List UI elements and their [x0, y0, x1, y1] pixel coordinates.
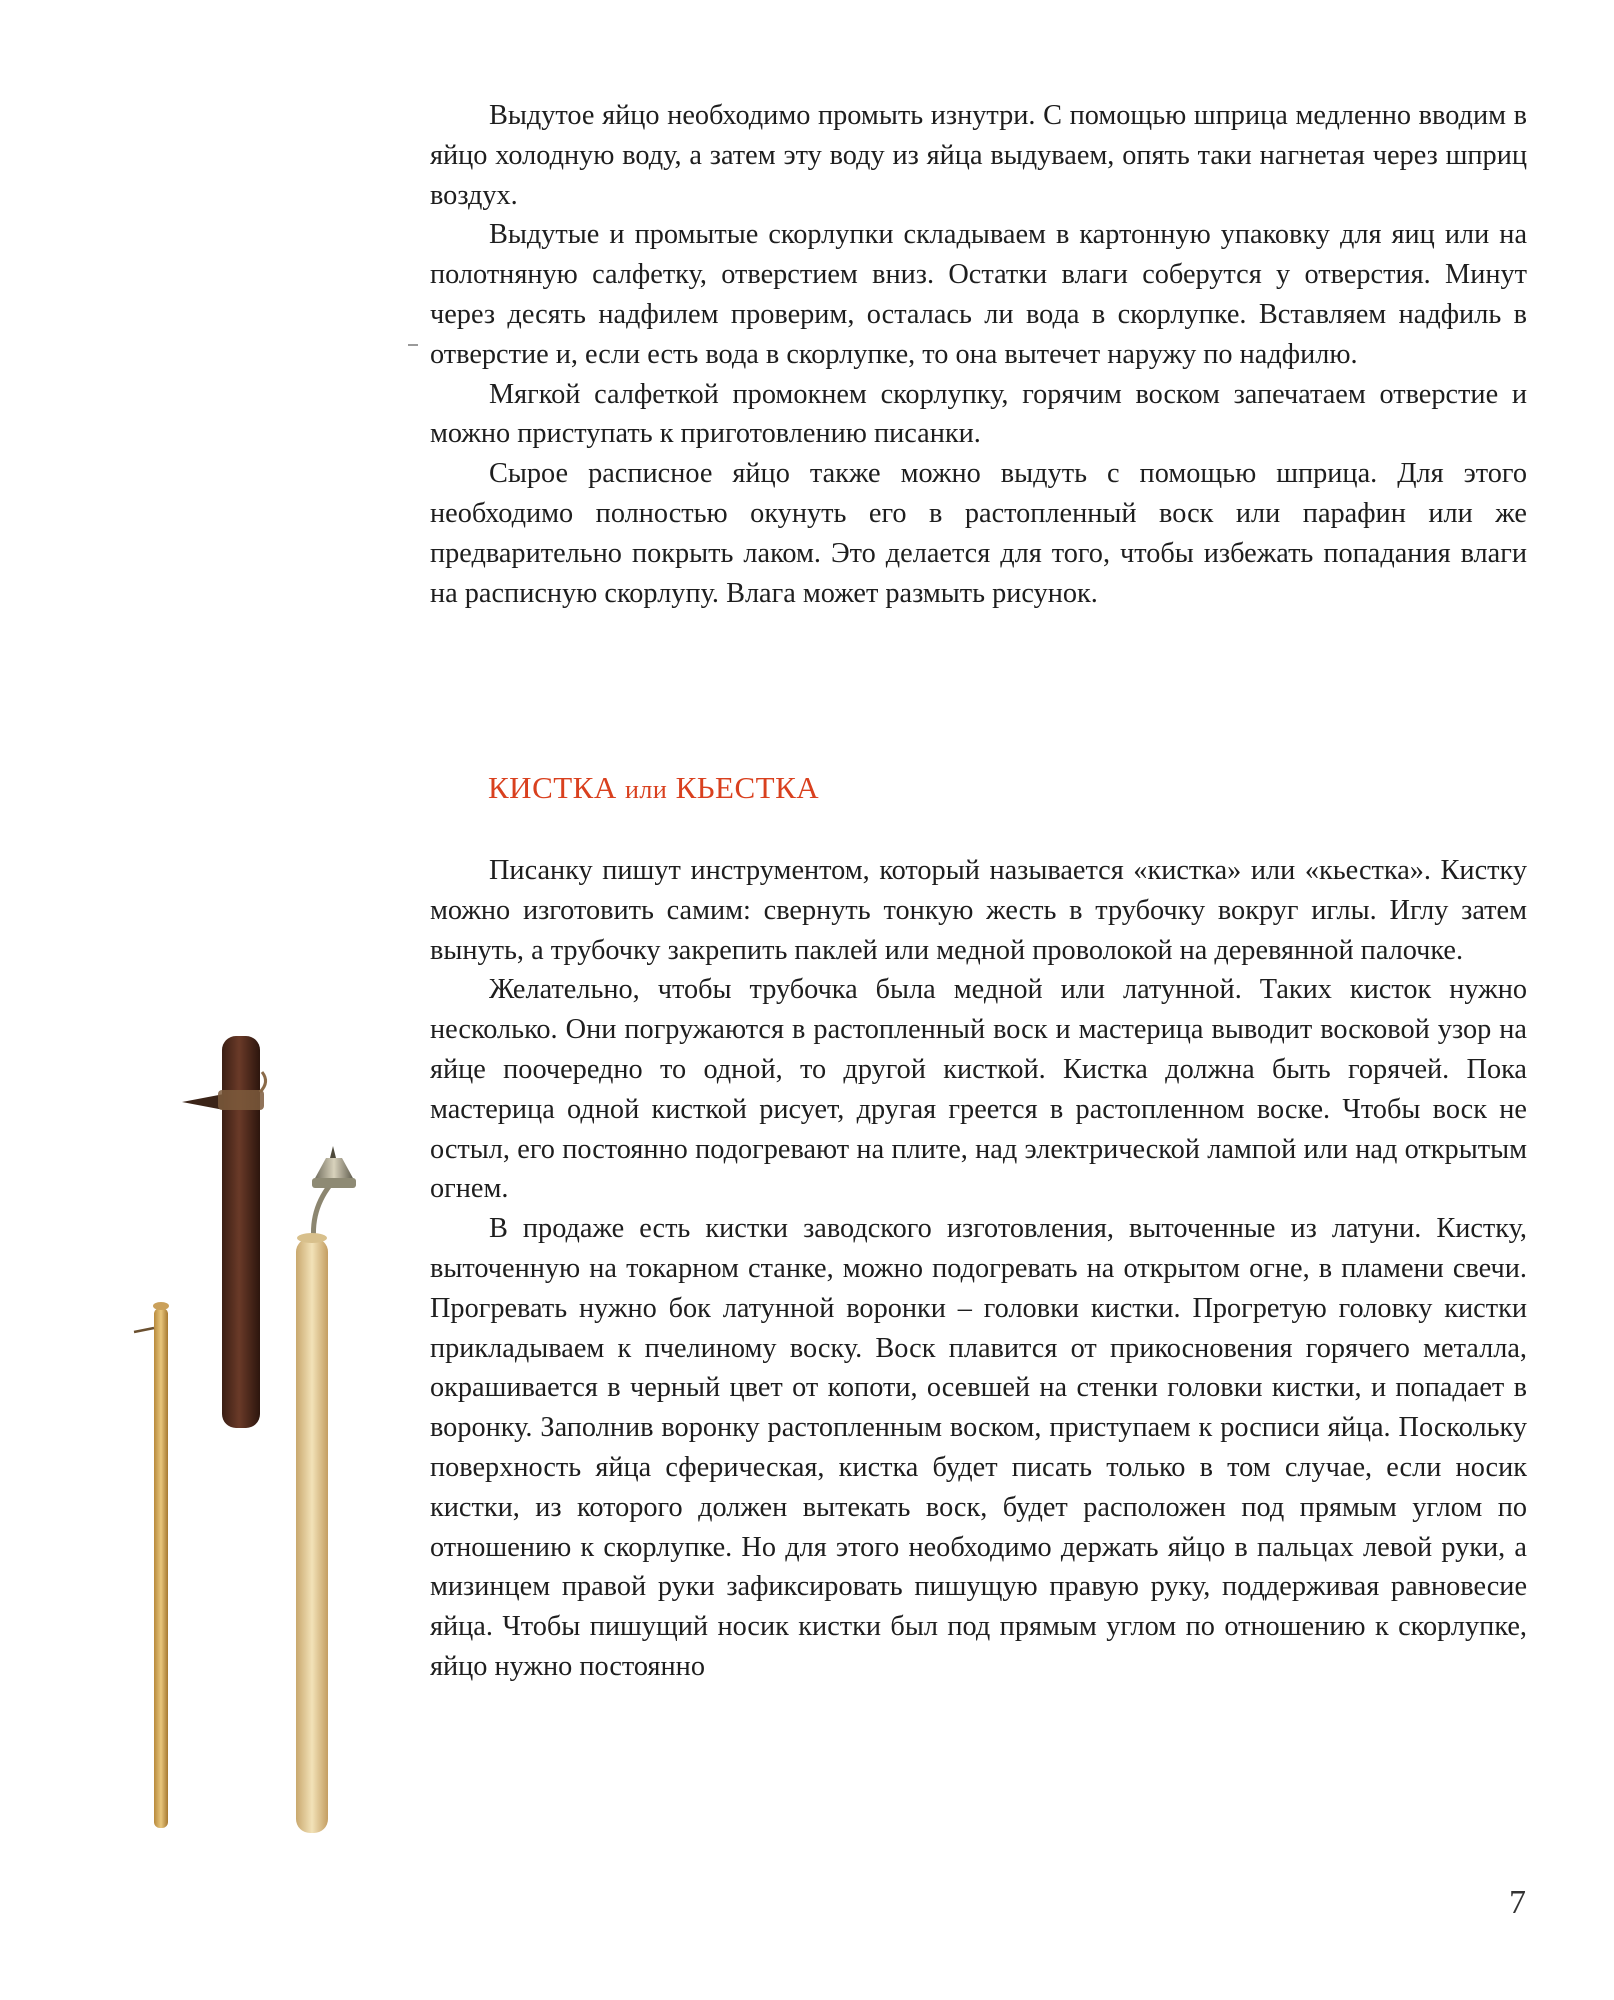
kistka-tools-illustration	[120, 1010, 420, 1840]
paragraph-seal-hole: Мягкой салфеткой промокнем скорлупку, горячим воском запечатаем отверстие и можно приступать к приготовлению писанки.	[430, 378, 1527, 450]
scan-artifact	[408, 344, 418, 346]
page-number: 7	[1509, 1884, 1526, 1921]
paragraph-rinse-egg: Выдутое яйцо необходимо промыть изнутри. С помощью шприца медленно вводим в яйцо холодную воду, а затем эту воду из яйца выдуваем, опять таки нагнетая через шприц воздух.	[430, 100, 1527, 211]
lower-text-section	[430, 851, 1527, 1687]
heading-connector: или	[625, 775, 668, 804]
paragraph-painted-egg: Сырое расписное яйцо также можно выдуть с помощью шприца. Для этого необходимо полностью окунуть его в растопленный воск или парафин или же предварительно покрыть лаком. Это делается для того, чтобы избежать попадания влаги на расписную скорлупу. Влага может размыть рисунок.	[430, 458, 1527, 609]
upper-text-section	[430, 96, 1527, 613]
heading-word-kyestka: КЬЕСТКА	[675, 770, 820, 805]
heading-word-kistka: КИСТКА	[488, 770, 617, 805]
dark-kistka	[182, 1036, 266, 1428]
section-heading	[488, 770, 819, 806]
paragraph-copper-tube: Желательно, чтобы трубочка была медной или латунной. Таких кисток нужно несколько. Они погружаются в растопленный воск и мастерица выводит восковой узор на яйце поочередно то одной, то другой кисткой. Кистка должна быть горячей. Пока мастерица одной кисткой рисует, другая греется в растопленном воске. Чтобы воск не остыл, его постоянно подогревают на плите, над электрической лампой или над открытым огнем.	[430, 974, 1527, 1205]
paragraph-tool-intro: Писанку пишут инструментом, который называется «кистка» или «кьестка». Кистку можно изготовить самим: свернуть тонкую жесть в трубочку вокруг иглы. Иглу затем вынуть, а трубочку закрепить паклей или медной проволокой на деревянной палочке.	[430, 855, 1527, 966]
thin-kistka	[134, 1302, 169, 1828]
paragraph-dry-shells: Выдутые и промытые скорлупки складываем в картонную упаковку для яиц или на полотняную салфетку, отверстием вниз. Остатки влаги соберутся у отверстия. Минут через десять надфилем проверим, осталась ли вода в скорлупке. Вставляем надфиль в отверстие и, если есть вода в скорлупке, то она вытечет наружу по надфилю.	[430, 219, 1527, 370]
paragraph-factory-kistka: В продаже есть кистки заводского изготовления, выточенные из латуни. Кистку, выточенную на токарном станке, можно подогревать на открытом огне, в пламени свечи. Прогревать нужно бок латунной воронки – головки кистки. Прогретую головку кистки прикладываем к пчелиному воску. Воск плавится от прикосновения горячего металла, окрашивается в черный цвет от копоти, осевшей на стенки головки кистки, и попадает в воронку. Заполнив воронку растопленным воском, приступаем к росписи яйца. Поскольку поверхность яйца сферическая, кистка будет писать только в том случае, если носик кистки, из которого должен вытекать воск, будет расположен под прямым углом по отношению к скорлупке. Но для этого необходимо держать яйцо в пальцах левой руки, а мизинцем правой руки зафиксировать пишущую правую руку, поддерживая равновесие яйца. Чтобы пишущий носик кистки был под прямым углом по отношению к скорлупке, яйцо нужно постоянно	[430, 1213, 1527, 1682]
brass-head-kistka	[296, 1146, 356, 1833]
